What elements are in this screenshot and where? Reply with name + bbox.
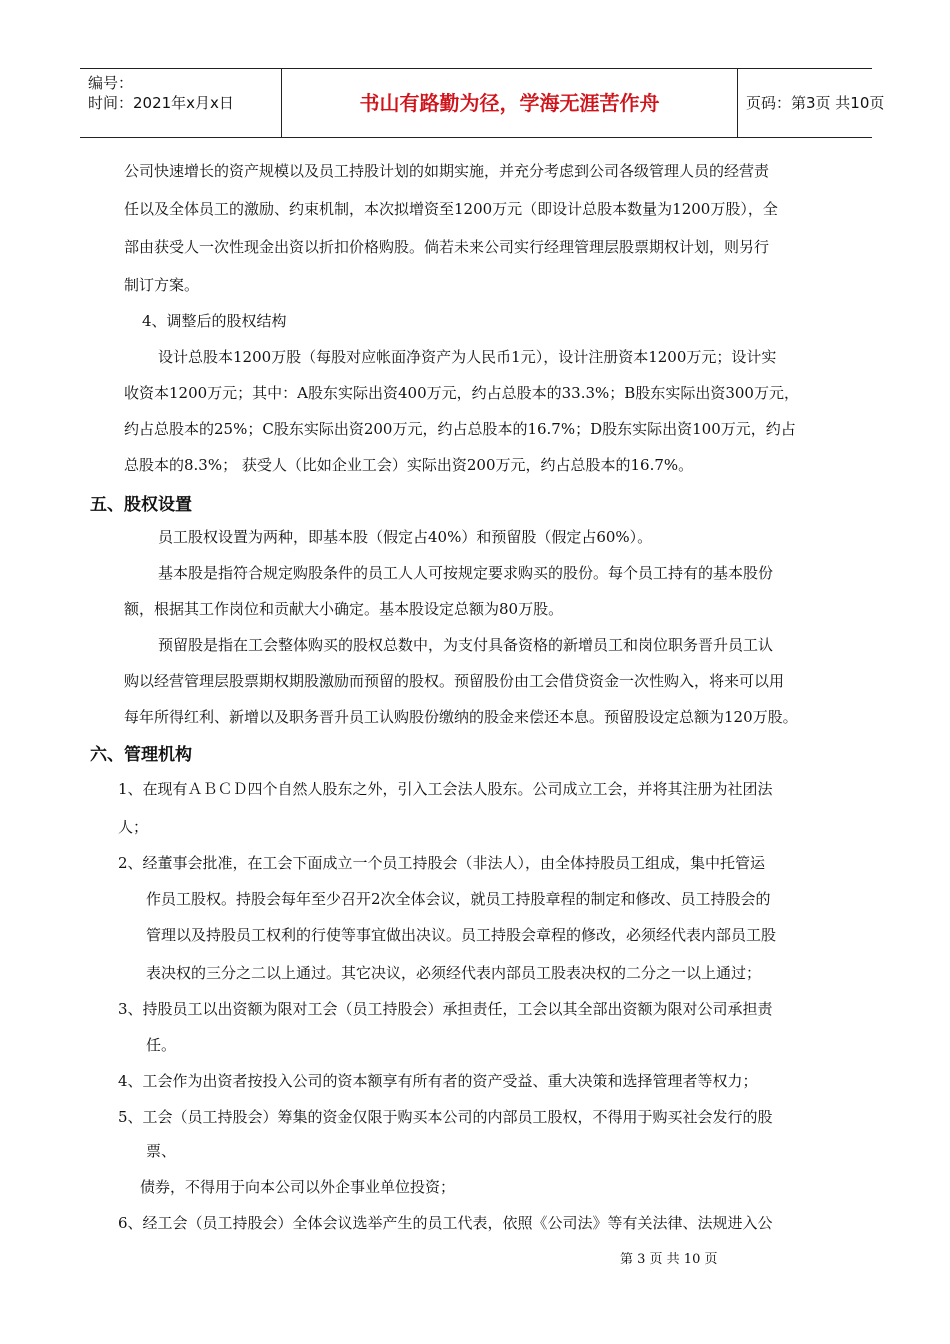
body-line: 预留股是指在工会整体购买的股权总数中，为支付具备资格的新增员工和岗位职务晋升员工认 xyxy=(158,636,774,654)
body-line: 约占总股本的25%；C股东实际出资200万元，约占总股本的16.7%；D股东实际出资100万元，约占 xyxy=(124,420,796,438)
body-line: 设计总股本1200万股（每股对应帐面净资产为人民币1元），设计注册资本1200万元；设计实 xyxy=(158,348,777,366)
section-title: 六、管理机构 xyxy=(90,745,192,765)
body-line: 基本股是指符合规定购股条件的员工人人可按规定要求购买的股份。每个员工持有的基本股份 xyxy=(158,564,774,582)
body-line: 人； xyxy=(118,818,149,836)
body-line: 制订方案。 xyxy=(124,276,200,294)
body-line: 票、 xyxy=(146,1142,177,1160)
page-footer: 第 3 页 共 10 页 xyxy=(620,1252,718,1267)
motto: 书山有路勤为径，学海无涯苦作舟 xyxy=(282,69,738,137)
body-line: 债券，不得用于向本公司以外企事业单位投资； xyxy=(140,1178,456,1196)
body-line: 6、经工会（员工持股会）全体会议选举产生的员工代表，依照《公司法》等有关法律、法规进入公 xyxy=(118,1214,773,1232)
body-line: 4、工会作为出资者按投入公司的资本额享有所有者的资产受益、重大决策和选择管理者等权力； xyxy=(118,1072,758,1090)
page-header xyxy=(80,68,885,138)
page-label: 页码：第3页 共10页 xyxy=(746,94,885,112)
body-line: 员工股权设置为两种，即基本股（假定占40%）和预留股（假定占60%）。 xyxy=(158,528,653,546)
body-line: 额，根据其工作岗位和贡献大小确定。基本股设定总额为80万股。 xyxy=(124,600,564,618)
body-line: 任。 xyxy=(146,1036,177,1054)
header-left-cell xyxy=(80,69,282,137)
section-title: 五、股权设置 xyxy=(90,495,192,515)
body-line: 作员工股权。持股会每年至少召开2次全体会议，就员工持股章程的制定和修改、员工持股会的 xyxy=(146,890,771,908)
body-line: 每年所得红利、新增以及职务晋升员工认购股份缴纳的股金来偿还本息。预留股设定总额为120万股。 xyxy=(124,708,798,726)
body-line: 1、在现有ＡＢＣＤ四个自然人股东之外，引入工会法人股东。公司成立工会，并将其注册为社团法 xyxy=(118,780,773,798)
body-line: 3、持股员工以出资额为限对工会（员工持股会）承担责任，工会以其全部出资额为限对公司承担责 xyxy=(118,1000,773,1018)
body-line: 收资本1200万元；其中：A股东实际出资400万元，约占总股本的33.3%；B股东实际出资300万元， xyxy=(124,384,799,402)
body-line: 公司快速增长的资产规模以及员工持股计划的如期实施，并充分考虑到公司各级管理人员的经营责 xyxy=(124,162,770,180)
body-line: 2、经董事会批准，在工会下面成立一个员工持股会（非法人），由全体持股员工组成，集中托管运 xyxy=(118,854,766,872)
body-line: 任以及全体员工的激励、约束机制，本次拟增资至1200万元（即设计总股本数量为1200万股），全 xyxy=(124,200,778,218)
body-line: 购以经营管理层股票期权期股激励而预留的股权。预留股份由工会借贷资金一次性购入，将来可以用 xyxy=(124,672,785,690)
body-line: 表决权的三分之二以上通过。其它决议，必须经代表内部员工股表决权的二分之一以上通过； xyxy=(146,964,762,982)
date-label: 时间：2021年x月x日 xyxy=(88,94,234,112)
body-line: 总股本的8.3%； 获受人（比如企业工会）实际出资200万元，约占总股本的16.7%。 xyxy=(124,456,694,474)
body-line: 5、工会（员工持股会）筹集的资金仅限于购买本公司的内部员工股权，不得用于购买社会发行的股 xyxy=(118,1108,773,1126)
body-line: 管理以及持股员工权利的行使等事宜做出决议。员工持股会章程的修改，必须经代表内部员工股 xyxy=(146,926,777,944)
body-line: 部由获受人一次性现金出资以折扣价格购股。倘若未来公司实行经理管理层股票期权计划，则另行 xyxy=(124,238,770,256)
subheading: 4、调整后的股权结构 xyxy=(142,312,287,330)
number-label: 编号： xyxy=(88,74,134,92)
